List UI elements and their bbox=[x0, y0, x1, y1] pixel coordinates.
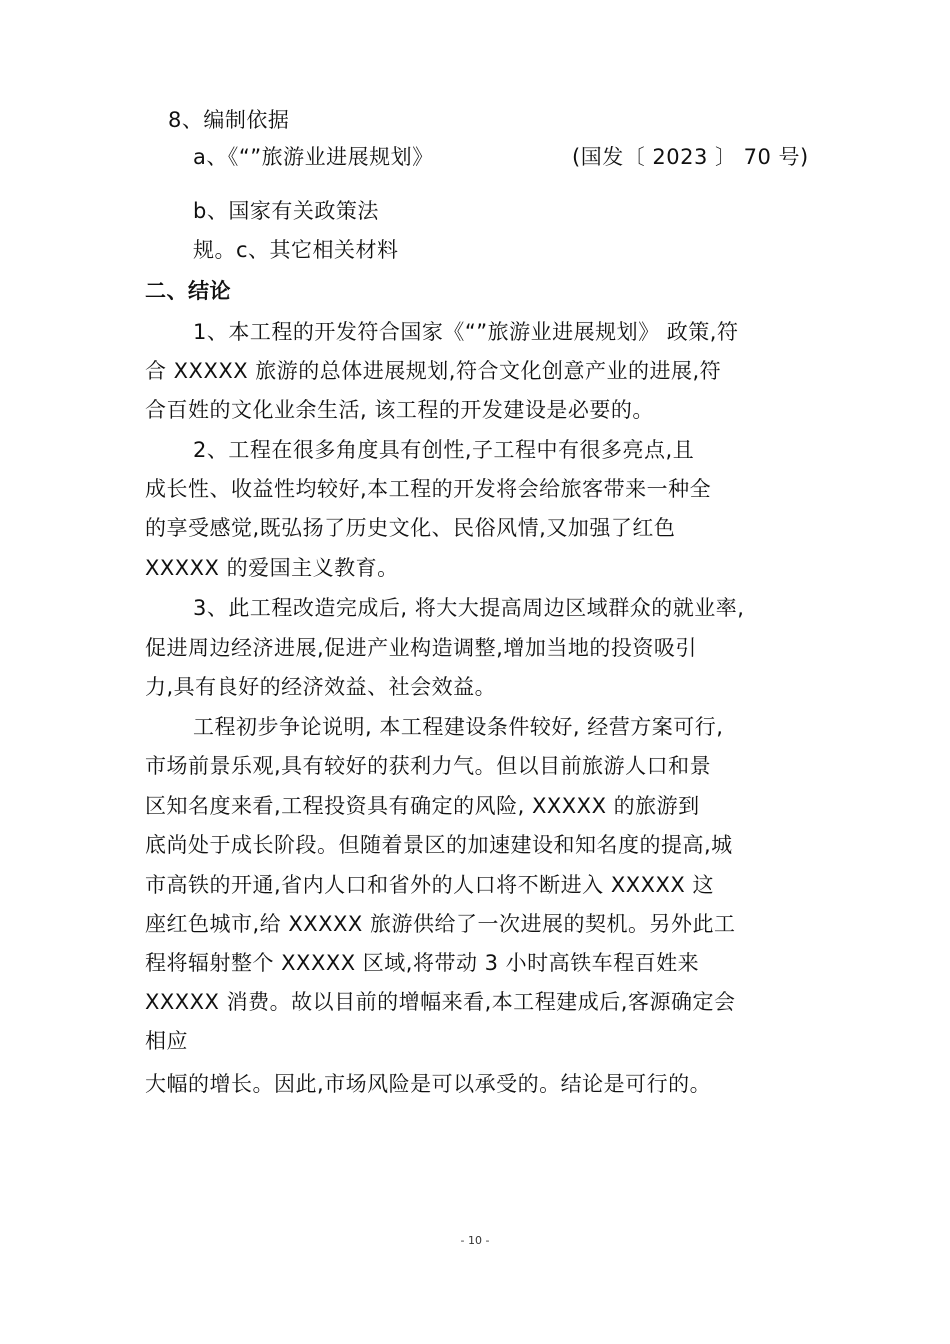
paragraph-line: 底尚处于成长阶段。但随着景区的加速建设和知名度的提高,城 bbox=[145, 833, 733, 857]
paragraph-line: 2、工程在很多角度具有创性,子工程中有很多亮点,且 bbox=[193, 438, 695, 462]
basis-item-a: a、《“”旅游业进展规划》 bbox=[193, 145, 434, 169]
paragraph-line: 座红色城市,给 XXXXX 旅游供给了一次进展的契机。另外此工 bbox=[145, 912, 736, 936]
paragraph-line: 相应 bbox=[145, 1029, 188, 1053]
paragraph-line: 3、此工程改造完成后, 将大大提高周边区域群众的就业率, bbox=[193, 596, 745, 620]
paragraph-line: 市场前景乐观,具有较好的获利力气。但以目前旅游人口和景 bbox=[145, 754, 712, 778]
basis-item-b: b、国家有关政策法 bbox=[193, 199, 379, 223]
paragraph-line: 大幅的增长。因此,市场风险是可以承受的。结论是可行的。 bbox=[145, 1072, 712, 1096]
paragraph-line: 工程初步争论说明, 本工程建设条件较好, 经营方案可行, bbox=[193, 715, 724, 739]
paragraph-line: 区知名度来看,工程投资具有确定的风险, XXXXX 的旅游到 bbox=[145, 794, 700, 818]
paragraph-line: 促进周边经济进展,促进产业构造调整,增加当地的投资吸引 bbox=[145, 636, 697, 660]
paragraph-line: 成长性、收益性均较好,本工程的开发将会给旅客带来一种全 bbox=[145, 477, 712, 501]
paragraph-line: 程将辐射整个 XXXXX 区域,将带动 3 小时高铁车程百姓来 bbox=[145, 951, 700, 975]
paragraph-line: 的享受感觉,既弘扬了历史文化、民俗风情,又加强了红色 bbox=[145, 516, 676, 540]
paragraph-line: 力,具有良好的经济效益、社会效益。 bbox=[145, 675, 497, 699]
paragraph-line: XXXXX 消费。故以目前的增幅来看,本工程建成后,客源确定会 bbox=[145, 990, 736, 1014]
paragraph-line: 市高铁的开通,省内人口和省外的人口将不断进入 XXXXX 这 bbox=[145, 873, 714, 897]
conclusion-heading: 二、结论 bbox=[145, 279, 231, 303]
paragraph-line: 合 XXXXX 旅游的总体进展规划,符合文化创意产业的进展,符 bbox=[145, 359, 722, 383]
paragraph-line: XXXXX 的爱国主义教育。 bbox=[145, 556, 399, 580]
paragraph-line: 合百姓的文化业余生活, 该工程的开发建设是必要的。 bbox=[145, 398, 654, 422]
paragraph-line: 1、本工程的开发符合国家《“”旅游业进展规划》 政策,符 bbox=[193, 320, 739, 344]
page-number: - 10 - bbox=[460, 1234, 490, 1247]
basis-title: 8、编制依据 bbox=[168, 108, 290, 132]
basis-item-a-reference: (国发〔 2023 〕 70 号) bbox=[572, 145, 809, 169]
basis-item-c: 规。c、其它相关材料 bbox=[193, 238, 399, 262]
